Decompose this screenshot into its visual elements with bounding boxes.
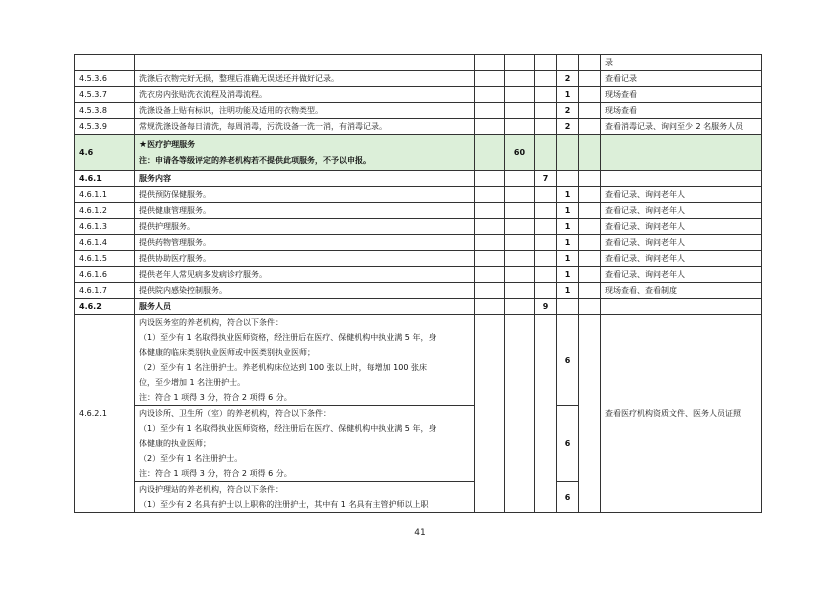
item-description: 提供药物管理服务。 — [135, 235, 475, 251]
item-description: 洗涤后衣物完好无损，整理后准确无误送还并做好记录。 — [135, 71, 475, 87]
item-description: 洗衣房内张贴洗衣流程及消毒流程。 — [135, 87, 475, 103]
table-row — [75, 267, 762, 283]
item-description: 提供老年人常见病多发病诊疗服务。 — [135, 267, 475, 283]
item-score: 6 — [557, 482, 579, 513]
table-row — [75, 87, 762, 103]
item-code: 4.5.3.6 — [75, 71, 135, 87]
method-cell: 查看记录、询问老年人 — [601, 251, 762, 267]
item-code: 4.6.2.1 — [75, 315, 135, 513]
method-cell: 查看记录、询问老年人 — [601, 267, 762, 283]
section-description — [135, 135, 475, 171]
item-score: 6 — [557, 315, 579, 406]
item-description: 内设医务室的养老机构，符合以下条件： （1）至少有 1 名取得执业医师资格，经注册后在医疗、保健机构中执业满 5 年，身 体健康的临床类别执业医师或中医类别执业医师； （2）至少有 1 名注册护士。养老机构床位达到 100 张以上时，每增加 100 张床 位，至少增加 1 名注册护士。 注：符合 1 项得 3 分，符合 2 项得 6 分。 — [135, 315, 475, 406]
item-description: 提供院内感染控制服务。 — [135, 283, 475, 299]
table-row — [75, 55, 762, 71]
method-cell: 查看医疗机构资质文件、医务人员证照 — [601, 315, 762, 513]
subsection-title: 服务内容 — [135, 171, 475, 187]
item-score: 2 — [557, 119, 579, 135]
item-description: 内设诊所、卫生所（室）的养老机构，符合以下条件： （1）至少有 1 名取得执业医师资格，经注册后在医疗、保健机构中执业满 5 年，身 体健康的执业医师； （2）至少有 1 名注册护士。 注：符合 1 项得 3 分，符合 2 项得 6 分。 — [135, 406, 475, 482]
item-code: 4.6.1.1 — [75, 187, 135, 203]
method-cell: 现场查看 — [601, 103, 762, 119]
subsection-score: 9 — [535, 299, 557, 315]
table-row — [75, 187, 762, 203]
star-icon: ★ — [139, 140, 148, 150]
method-cell: 查看记录、询问老年人 — [601, 203, 762, 219]
item-score: 1 — [557, 219, 579, 235]
table-row — [75, 235, 762, 251]
item-score: 1 — [557, 267, 579, 283]
item-code: 4.6.1.2 — [75, 203, 135, 219]
item-description: 内设护理站的养老机构，符合以下条件： （1）至少有 2 名具有护士以上职称的注册护士，其中有 1 名具有主管护师以上职 — [135, 482, 475, 513]
item-description: 提供预防保健服务。 — [135, 187, 475, 203]
table-row — [75, 315, 762, 406]
table-row — [75, 103, 762, 119]
item-score: 6 — [557, 406, 579, 482]
subsection-code: 4.6.1 — [75, 171, 135, 187]
item-score: 1 — [557, 203, 579, 219]
item-score: 2 — [557, 103, 579, 119]
method-cell: 查看记录、询问老年人 — [601, 219, 762, 235]
evaluation-table — [74, 54, 762, 513]
item-score: 1 — [557, 187, 579, 203]
item-score: 1 — [557, 235, 579, 251]
item-description: 提供健康管理服务。 — [135, 203, 475, 219]
item-score: 1 — [557, 87, 579, 103]
item-score: 1 — [557, 283, 579, 299]
item-description: 提供协助医疗服务。 — [135, 251, 475, 267]
table-row — [75, 219, 762, 235]
item-code: 4.5.3.9 — [75, 119, 135, 135]
item-code: 4.6.1.7 — [75, 283, 135, 299]
item-score: 2 — [557, 71, 579, 87]
item-code: 4.6.1.6 — [75, 267, 135, 283]
item-code: 4.6.1.4 — [75, 235, 135, 251]
item-score: 1 — [557, 251, 579, 267]
section-score: 60 — [505, 135, 535, 171]
subsection-score: 7 — [535, 171, 557, 187]
item-code: 4.5.3.7 — [75, 87, 135, 103]
item-description: 常规洗涤设备每日清洗，每周消毒，污洗设备一洗一消，有消毒记录。 — [135, 119, 475, 135]
table-row — [75, 119, 762, 135]
page-number: 41 — [414, 528, 426, 538]
subsection-row — [75, 171, 762, 187]
section-row — [75, 135, 762, 171]
method-cell: 查看记录、询问老年人 — [601, 187, 762, 203]
method-cell: 录 — [601, 55, 762, 71]
subsection-code: 4.6.2 — [75, 299, 135, 315]
item-code: 4.5.3.8 — [75, 103, 135, 119]
subsection-title: 服务人员 — [135, 299, 475, 315]
method-cell: 现场查看 — [601, 87, 762, 103]
subsection-row — [75, 299, 762, 315]
table-row — [75, 283, 762, 299]
table-row — [75, 203, 762, 219]
section-title: 医疗护理服务 — [147, 140, 196, 149]
section-code: 4.6 — [75, 135, 135, 171]
item-code: 4.6.1.5 — [75, 251, 135, 267]
method-cell: 查看记录、询问老年人 — [601, 235, 762, 251]
method-cell: 查看消毒记录、询问至少 2 名服务人员 — [601, 119, 762, 135]
method-cell: 查看记录 — [601, 71, 762, 87]
item-description: 洗涤设备上贴有标识，注明功能及适用的衣物类型。 — [135, 103, 475, 119]
method-cell: 现场查看、查看制度 — [601, 283, 762, 299]
item-code: 4.6.1.3 — [75, 219, 135, 235]
item-description: 提供护理服务。 — [135, 219, 475, 235]
table-row — [75, 71, 762, 87]
section-note: 注：申请各等级评定的养老机构若不提供此项服务，不予以申报。 — [139, 156, 371, 165]
table-row — [75, 251, 762, 267]
